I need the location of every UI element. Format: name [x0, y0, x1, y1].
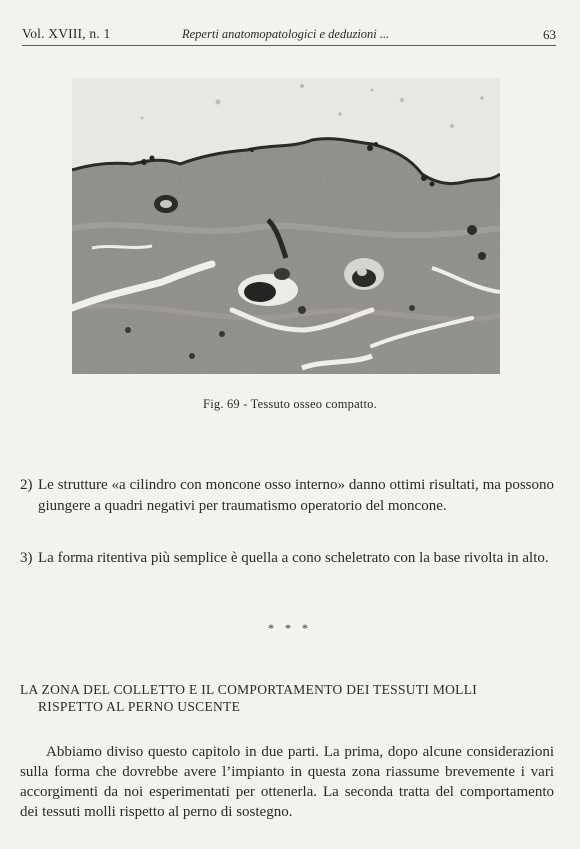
section-separator: * * *: [268, 621, 312, 635]
page-number: 63: [543, 27, 556, 42]
section-heading-line-1: LA ZONA DEL COLLETTO E IL COMPORTAMENTO DEI TESSUTI MOLLI: [20, 682, 478, 697]
header-rule: [22, 45, 556, 46]
list-item: [20, 475, 554, 517]
body-paragraph: Abbiamo diviso questo capitolo in due parti. La prima, dopo alcune considerazioni sulla forma che dovrebbe avere l’impianto in questa zona riassume brevemente i vari accorgimenti da noi esperimentati per ottenerla. La seconda tratta del comportamento dei tessuti molli rispetto al perno di sostegno.: [20, 744, 554, 820]
section-heading-line-2: RISPETTO AL PERNO USCENTE: [38, 699, 241, 714]
micrograph-figure: [72, 78, 500, 374]
figure-caption: Fig. 69 - Tessuto osseo compatto.: [203, 397, 377, 411]
section-heading: [20, 681, 554, 715]
volume-label: Vol. XVIII, n. 1: [22, 26, 111, 41]
list-number: 2): [20, 477, 33, 493]
list-number: 3): [20, 550, 33, 566]
bone-tissue-micrograph: [72, 78, 500, 374]
list-text: La forma ritentiva più semplice è quella a cono scheletrato con la base rivolta in alto.: [38, 550, 549, 566]
running-header: [22, 26, 556, 46]
list-text: Le strutture «a cilindro con moncone osso interno» danno ottimi risultati, ma possono giungere a quadri negativi per traumatismo operatorio del moncone.: [38, 477, 554, 514]
list-item: [20, 548, 554, 569]
running-title: Reperti anatomopatologici e deduzioni ...: [182, 27, 390, 41]
